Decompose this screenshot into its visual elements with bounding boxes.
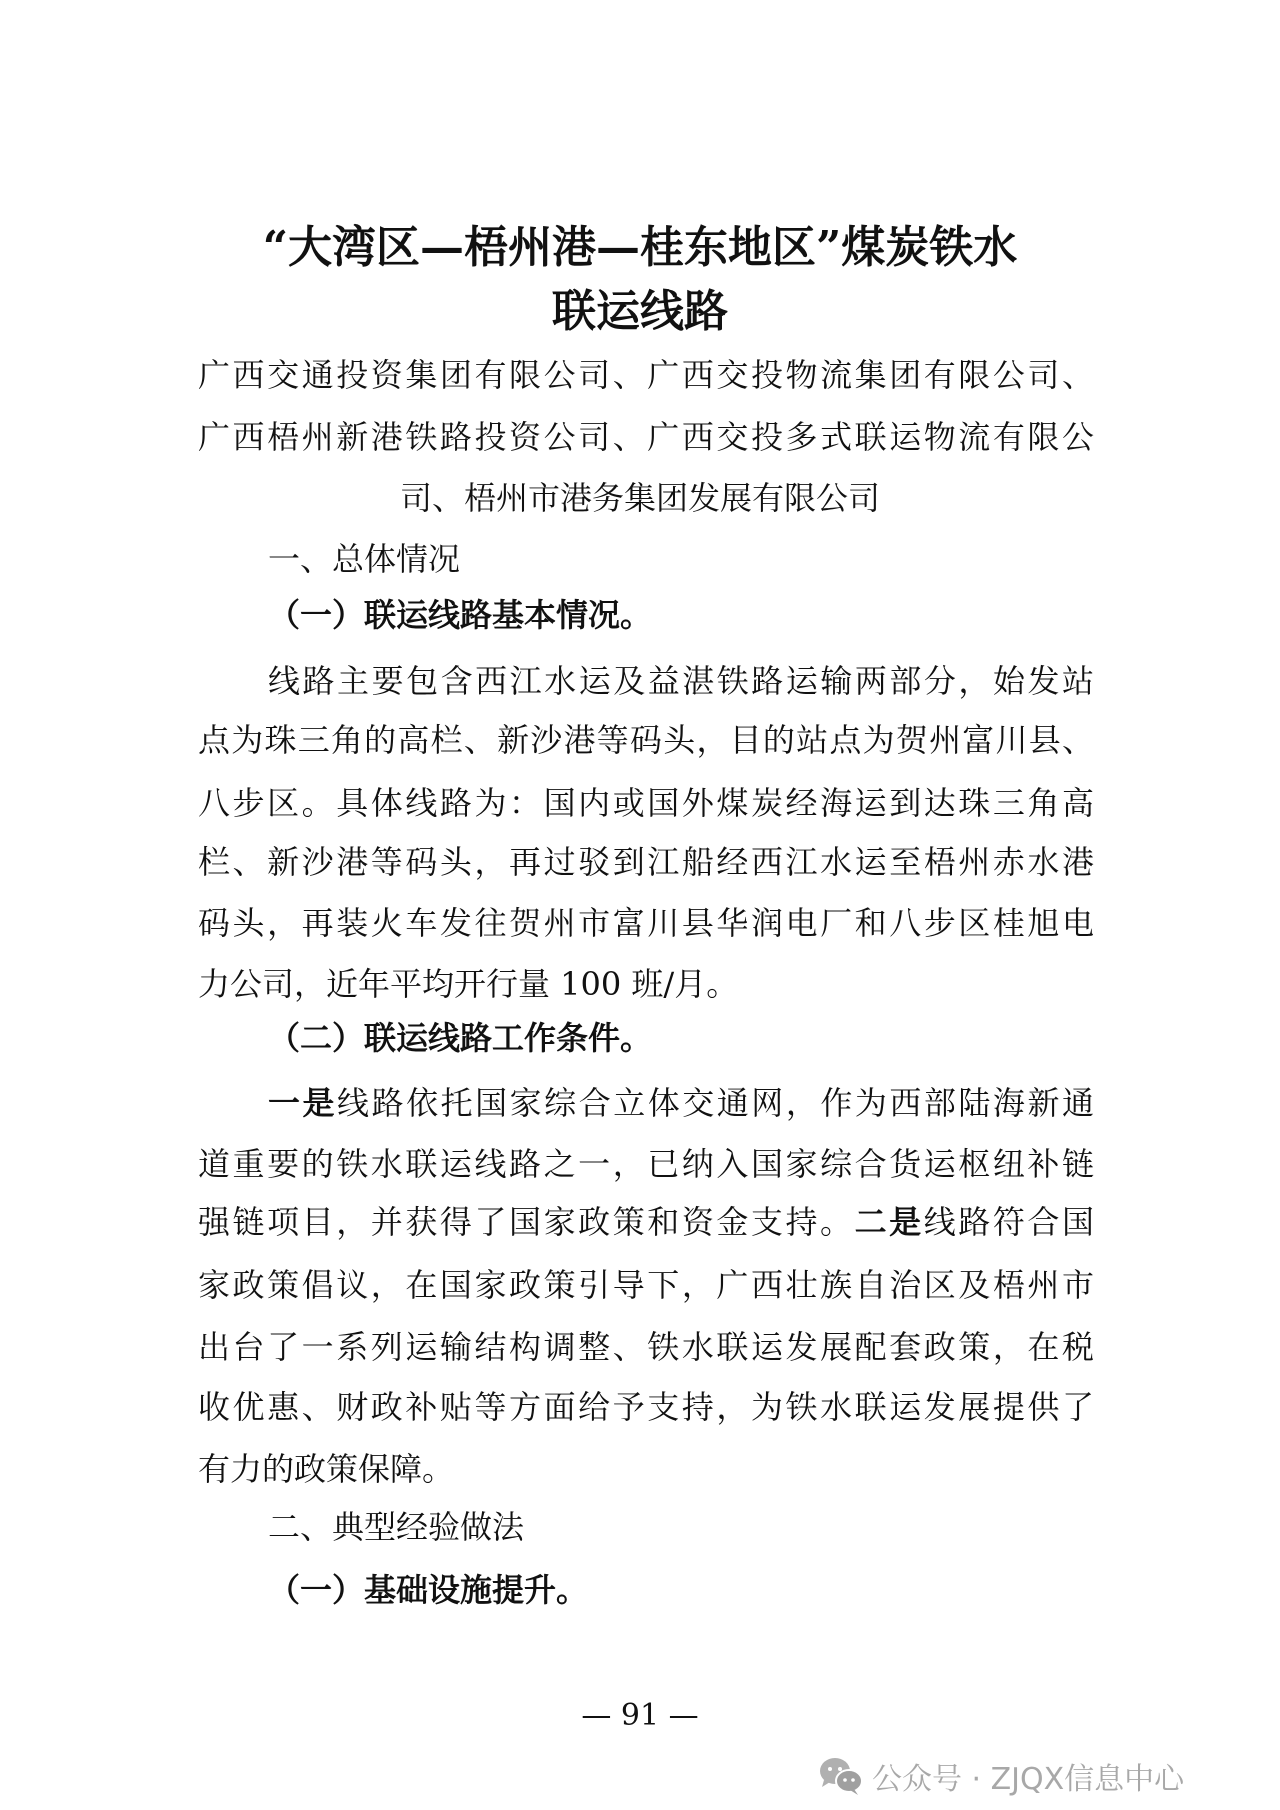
line-text: 道重要的铁水联运线路之一，已纳入国家综合货运枢纽补链: [198, 1145, 1094, 1183]
wechat-icon: [818, 1756, 864, 1796]
paragraph-line: [198, 1385, 1094, 1429]
paragraph-line: [198, 1142, 1094, 1186]
paragraph-line: [198, 1263, 1094, 1307]
paragraph-line: 栏、新沙港等码头，再过驳到江船经西江水运至梧州赤水港: [198, 843, 1094, 881]
line-text: 强链项目，并获得了国家政策和资金支持。: [198, 1203, 855, 1241]
paragraph-line: [198, 1325, 1094, 1369]
page-number: — 91 —: [581, 1698, 699, 1733]
line-text: 家政策倡议，在国家政策引导下，广西壮族自治区及梧州市: [198, 1266, 1094, 1304]
paragraph-line: 八步区。具体线路为：国内或国外煤炭经海运到达珠三角高: [198, 784, 1094, 822]
subsection-heading: （一）基础设施提升。: [268, 1571, 589, 1609]
author-line: 司、梧州市港务集团发展有限公司: [399, 479, 880, 517]
paragraph-line: [198, 1447, 1094, 1491]
document-title-line-2: 联运线路: [552, 286, 728, 337]
section-heading: 二、典型经验做法: [268, 1508, 525, 1546]
emphasis-text: 一是: [268, 1084, 338, 1122]
document-title-line-1: “大湾区—梧州港—桂东地区”煤炭铁水: [262, 222, 1018, 273]
paragraph-line: [268, 1081, 1094, 1125]
line-text: 线路符合国: [923, 1203, 1094, 1241]
line-text: 出台了一系列运输结构调整、铁水联运发展配套政策，在税: [198, 1328, 1094, 1366]
emphasis-text: 二是: [854, 1203, 924, 1241]
subsection-heading: （二）联运线路工作条件。: [268, 1019, 653, 1057]
paragraph-line: 力公司，近年平均开行量 100 班/月。: [198, 965, 739, 1003]
watermark: [818, 1754, 1184, 1798]
paragraph-line: 点为珠三角的高栏、新沙港等码头，目的站点为贺州富川县、: [198, 721, 1094, 759]
subsection-heading: （一）联运线路基本情况。: [268, 596, 653, 634]
paragraph-line: 线路主要包含西江水运及益湛铁路运输两部分，始发站: [268, 662, 1094, 700]
author-line: 广西梧州新港铁路投资公司、广西交投多式联运物流有限公: [198, 418, 1094, 456]
section-heading: 一、总体情况: [268, 540, 461, 578]
author-line: 广西交通投资集团有限公司、广西交投物流集团有限公司、: [198, 356, 1094, 394]
paragraph-line: 码头，再装火车发往贺州市富川县华润电厂和八步区桂旭电: [198, 904, 1094, 942]
line-text: 线路依托国家综合立体交通网，作为西部陆海新通: [337, 1084, 1094, 1122]
line-text: 收优惠、财政补贴等方面给予支持，为铁水联运发展提供了: [198, 1388, 1094, 1426]
paragraph-line: [198, 1200, 1094, 1244]
line-text: 有力的政策保障。: [198, 1450, 455, 1488]
watermark-text: 公众号 · ZJQX信息中心: [872, 1762, 1185, 1797]
